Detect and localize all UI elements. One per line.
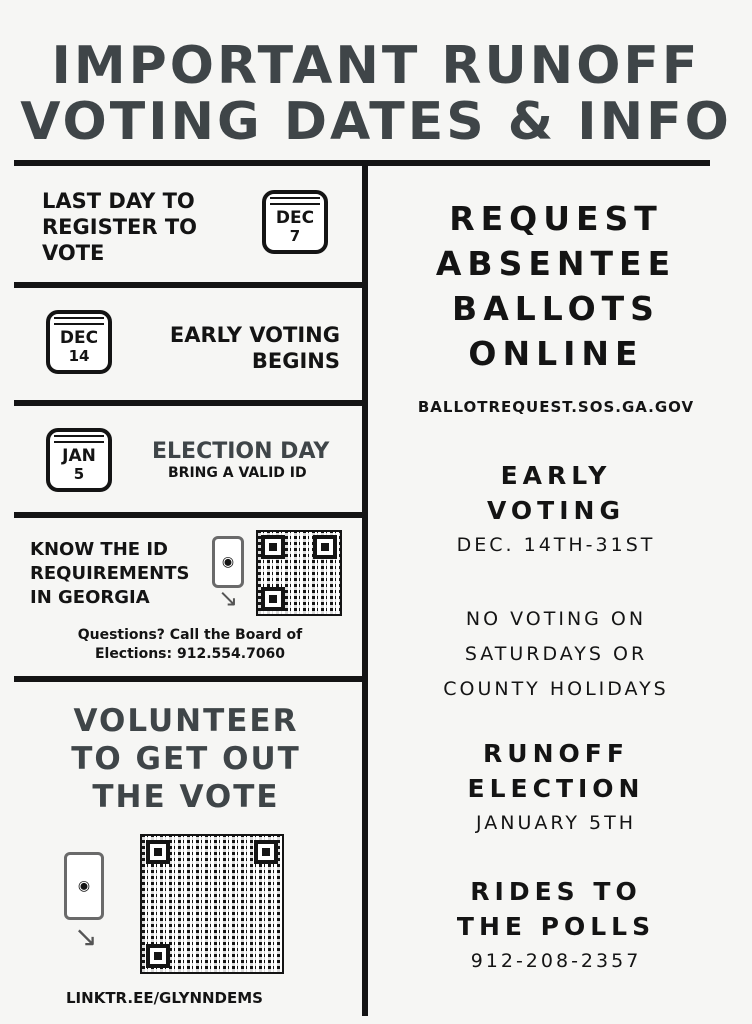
early-voting-line-2: VOTING (487, 496, 625, 525)
register-line-1: LAST DAY TO (42, 189, 195, 213)
no-voting-line-1: NO VOTING ON (465, 608, 647, 630)
early-line-2: BEGINS (251, 349, 340, 373)
early-voting-dates: DEC. 14TH-31ST (456, 534, 656, 556)
calendar-icon (46, 428, 112, 492)
rides-heading (372, 874, 740, 944)
questions-line-1: Questions? Call the Board of (77, 627, 303, 643)
early-voting-heading (372, 458, 740, 528)
divider-4 (14, 676, 364, 682)
register-line-2: REGISTER TO (42, 215, 198, 239)
absentee-heading (372, 196, 740, 376)
no-voting-line-2: SATURDAYS OR (464, 643, 648, 665)
calendar-day: 7 (289, 227, 301, 245)
calendar-month: JAN (62, 446, 96, 466)
divider-3 (14, 512, 364, 518)
id-line-3: IN GEORGIA (30, 587, 150, 608)
divider-1 (14, 282, 364, 288)
phone-camera-icon: ◉ (212, 536, 244, 588)
rides-phone[interactable]: 912-208-2357 (470, 950, 642, 972)
absentee-line-1: REQUEST (449, 199, 663, 238)
calendar-day: 5 (73, 465, 85, 483)
column-divider (362, 160, 368, 1016)
id-line-2: REQUIREMENTS (30, 563, 190, 584)
id-requirements-label (30, 538, 189, 610)
valid-id-note: BRING A VALID ID (168, 465, 307, 481)
volunteer-heading (16, 702, 356, 816)
election-day-heading: ELECTION DAY (152, 439, 330, 464)
absentee-line-3: BALLOTS (452, 289, 660, 328)
volunteer-line-3: THE VOTE (92, 779, 280, 815)
register-label (42, 188, 197, 266)
questions-line-2: Elections: 912.554.7060 (94, 646, 286, 662)
no-voting-line-3: COUNTY HOLIDAYS (443, 678, 669, 700)
early-line-1: EARLY VOTING (169, 323, 340, 347)
no-voting-note (372, 602, 740, 707)
early-voting-line-1: EARLY (500, 461, 612, 490)
divider-2 (14, 400, 364, 406)
calendar-icon (46, 310, 112, 374)
calendar-month: DEC (275, 208, 315, 228)
runoff-line-1: RUNOFF (483, 739, 629, 768)
calendar-icon (262, 190, 328, 254)
early-begins-label (170, 322, 340, 374)
id-line-1: KNOW THE ID (30, 539, 168, 560)
title-line-1: IMPORTANT RUNOFF (51, 36, 701, 96)
title-line-2: VOTING DATES & INFO (20, 92, 732, 152)
calendar-day: 14 (68, 347, 90, 365)
rides-line-2: THE POLLS (456, 912, 656, 941)
arrow-icon: ↘ (74, 920, 98, 953)
qr-code[interactable] (140, 834, 284, 974)
volunteer-line-1: VOLUNTEER (73, 703, 299, 739)
volunteer-line-2: TO GET OUT (71, 741, 301, 777)
qr-code[interactable] (256, 530, 342, 616)
questions-text (40, 626, 340, 664)
runoff-heading (372, 736, 740, 806)
absentee-url[interactable]: BALLOTREQUEST.SOS.GA.GOV (417, 398, 695, 416)
register-line-3: VOTE (42, 241, 105, 265)
rides-line-1: RIDES TO (470, 877, 642, 906)
calendar-month: DEC (59, 328, 99, 348)
phone-camera-icon: ◉ (64, 852, 104, 920)
absentee-line-4: ONLINE (468, 334, 644, 373)
runoff-date: JANUARY 5TH (476, 812, 636, 834)
arrow-icon: ↘ (218, 584, 239, 612)
runoff-line-2: ELECTION (467, 774, 645, 803)
linktree-link[interactable]: LINKTR.EE/GLYNNDEMS (66, 989, 263, 1007)
absentee-line-2: ABSENTEE (435, 244, 677, 283)
